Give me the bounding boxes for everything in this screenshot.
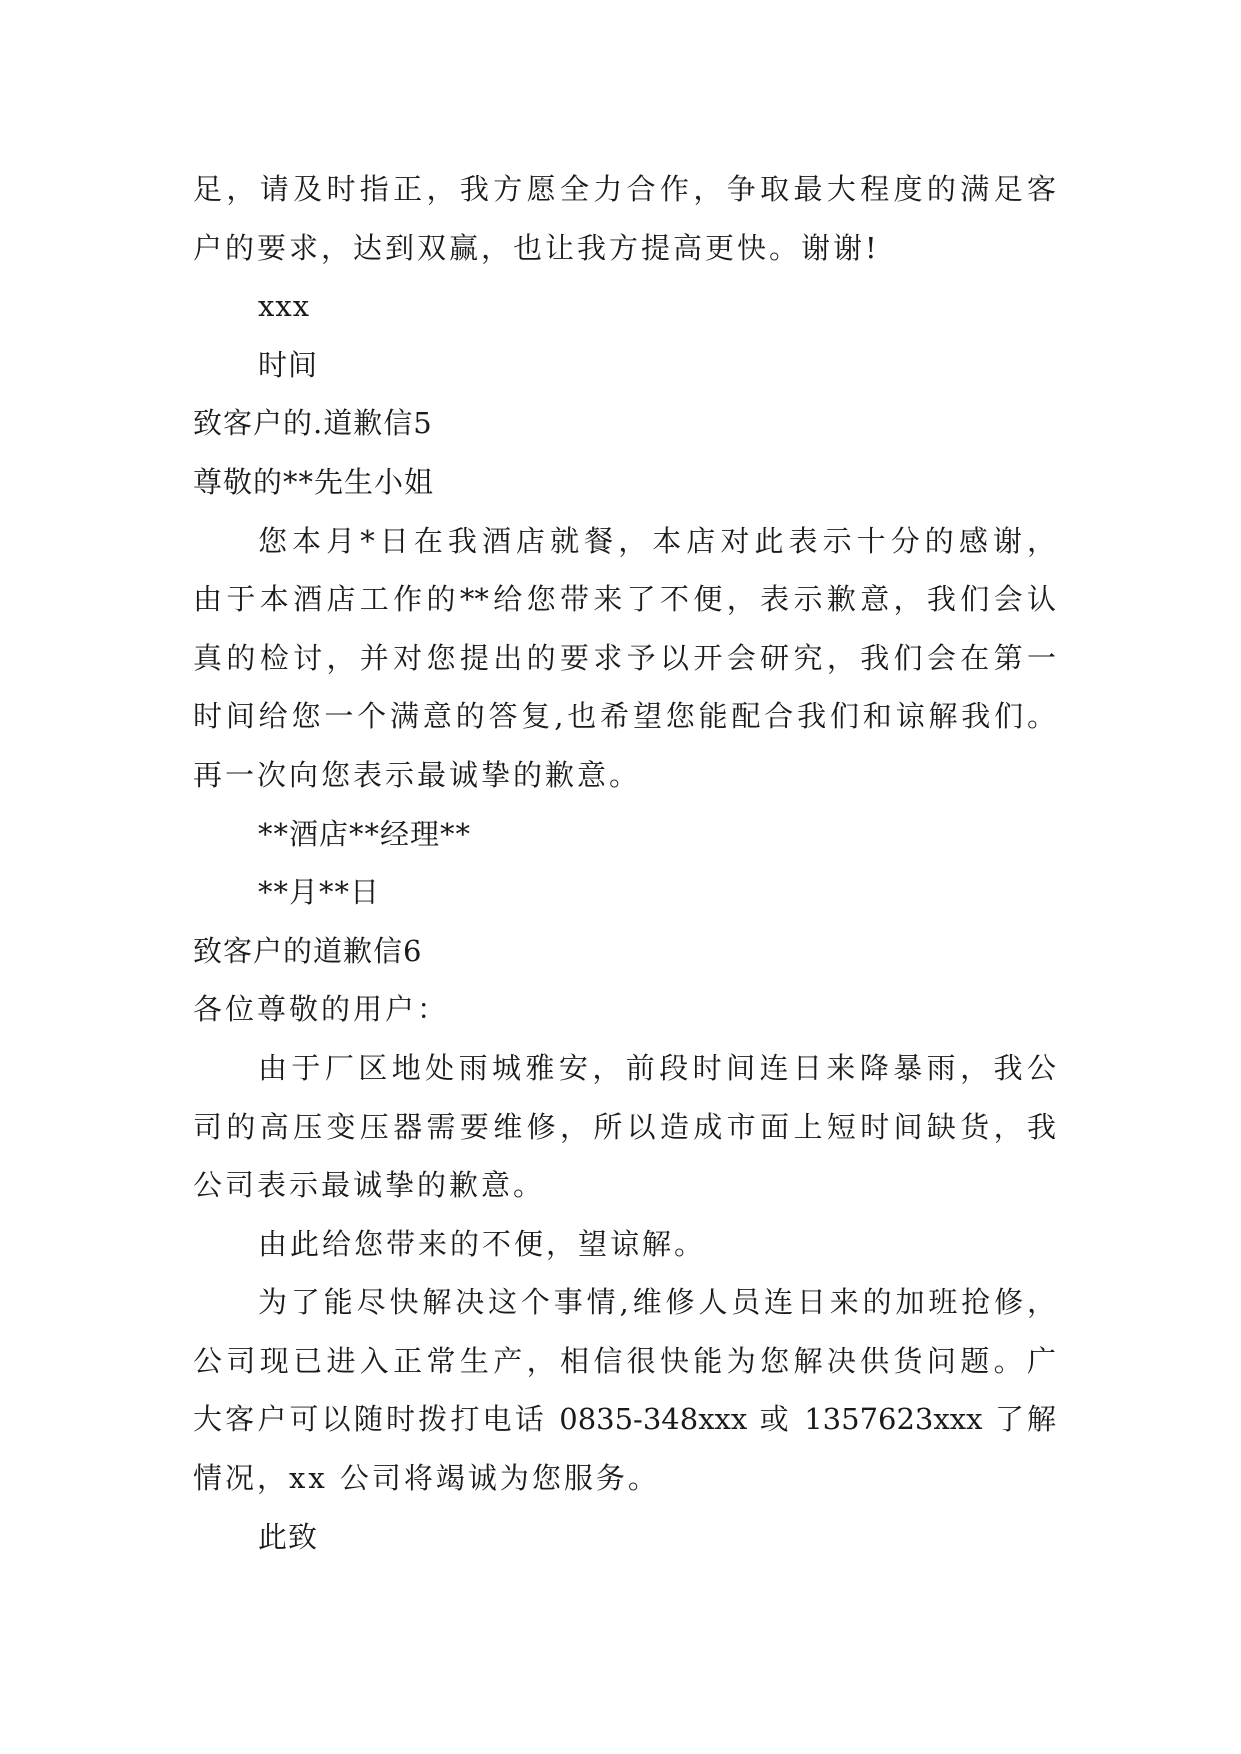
paragraph-line: 大客户可以随时拨打电话 0835-348xxx 或 1357623xxx 了解 (193, 1402, 1056, 1437)
paragraph-line: 公司现已进入正常生产，相信很快能为您解决供货问题。广 (193, 1343, 1056, 1378)
paragraph-line: 情况，xx 公司将竭诚为您服务。 (193, 1461, 660, 1496)
signature-name: xxx (258, 289, 311, 324)
salutation: 尊敬的**先生小姐 (193, 464, 435, 499)
signature-date: 时间 (258, 347, 319, 382)
salutation: 各位尊敬的用户： (193, 992, 450, 1027)
paragraph-line: 您本月*日在我酒店就餐，本店对此表示十分的感谢， (258, 523, 1056, 558)
letter-title: 致客户的.道歉信5 (193, 406, 433, 441)
signature-date: **月**日 (258, 875, 381, 910)
paragraph-line: 司的高压变压器需要维修，所以造成市面上短时间缺货，我 (193, 1109, 1056, 1144)
signature-name: **酒店**经理** (258, 816, 472, 851)
paragraph-line: 公司表示最诚挚的歉意。 (193, 1168, 546, 1203)
paragraph-line: 时间给您一个满意的答复,也希望您能配合我们和谅解我们。 (193, 699, 1056, 734)
paragraph-line: 由此给您带来的不便，望谅解。 (258, 1226, 707, 1261)
paragraph-line: 为了能尽快解决这个事情,维修人员连日来的加班抢修， (258, 1285, 1056, 1320)
paragraph-line: 再一次向您表示最诚挚的歉意。 (193, 757, 642, 792)
paragraph-line: 户的要求，达到双赢，也让我方提高更快。谢谢! (193, 230, 880, 265)
paragraph-line: 由于本酒店工作的**给您带来了不便，表示歉意，我们会认 (193, 582, 1056, 617)
paragraph-line: 足，请及时指正，我方愿全力合作，争取最大程度的满足客 (193, 172, 1056, 206)
paragraph-line: 真的检讨，并对您提出的要求予以开会研究，我们会在第一 (193, 640, 1056, 675)
closing: 此致 (258, 1519, 319, 1554)
paragraph-line: 由于厂区地处雨城雅安，前段时间连日来降暴雨，我公 (258, 1050, 1056, 1085)
letter-title: 致客户的道歉信6 (193, 933, 423, 968)
document-page (193, 160, 1056, 1566)
